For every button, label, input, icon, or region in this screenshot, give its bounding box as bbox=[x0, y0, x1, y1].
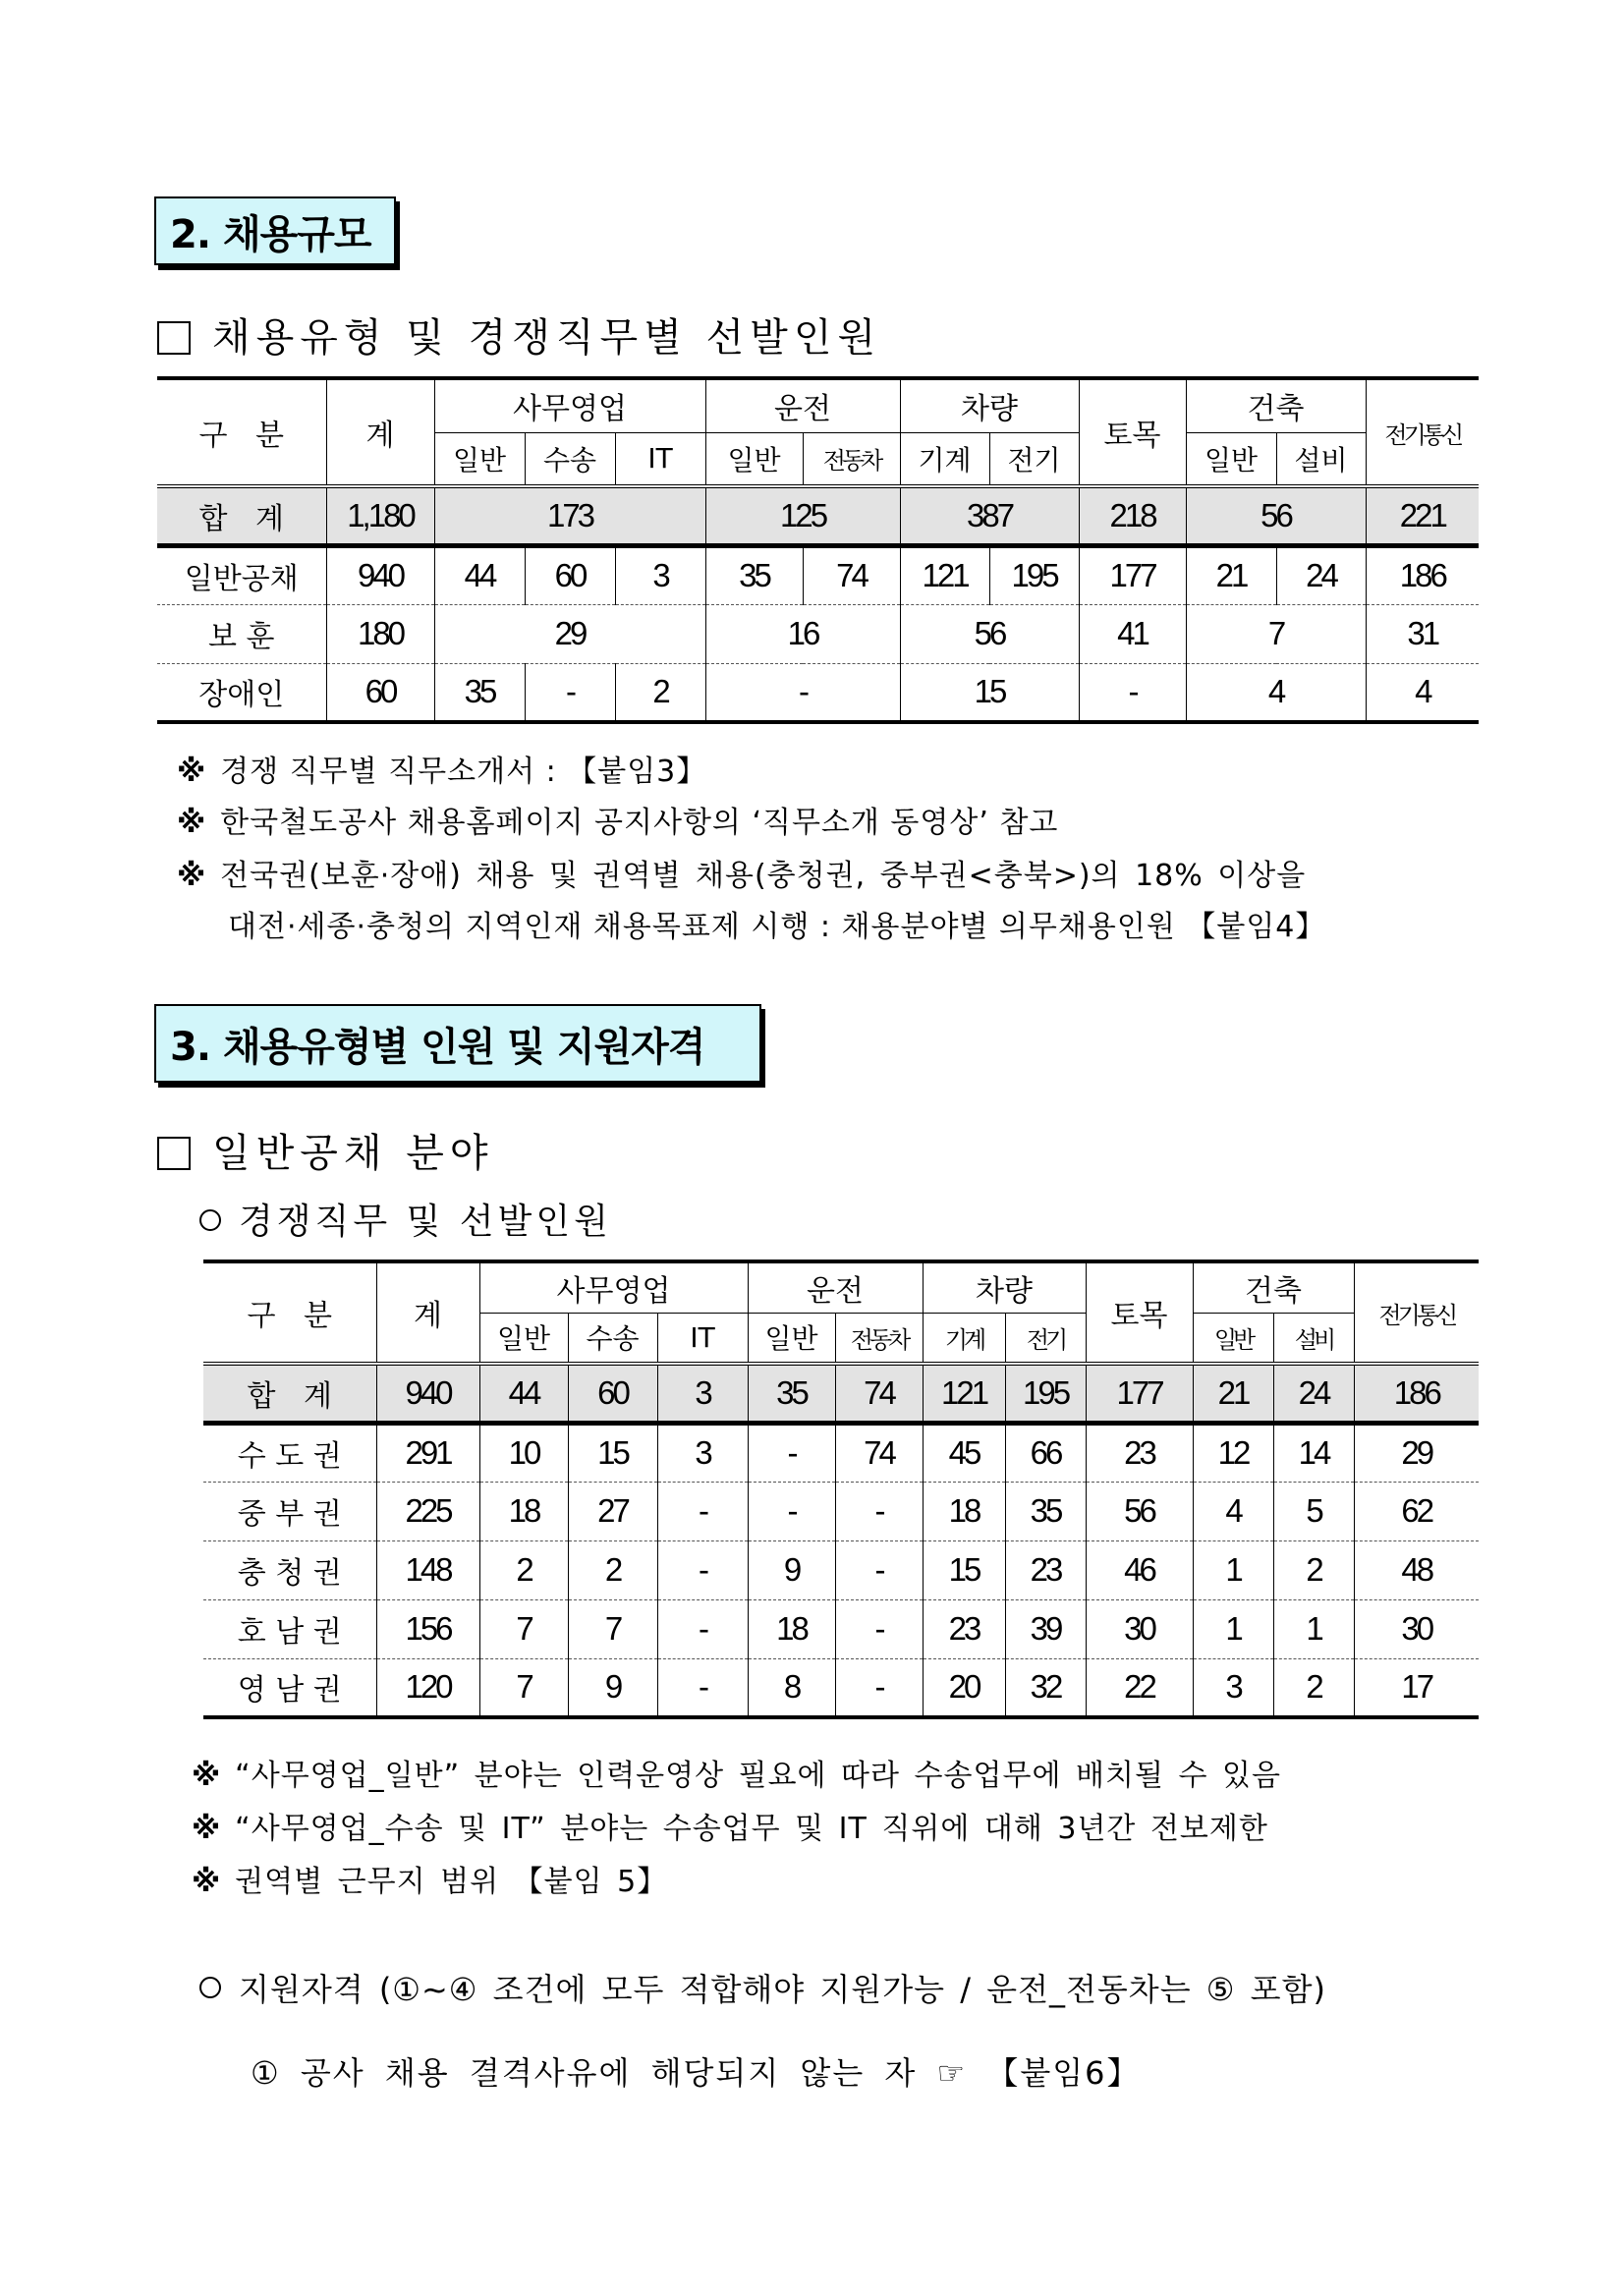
table-row bbox=[157, 545, 1479, 604]
cell: 2 bbox=[615, 663, 705, 722]
cell: 39 bbox=[1005, 1599, 1086, 1658]
table-row bbox=[203, 1540, 1479, 1599]
cell: - bbox=[835, 1599, 923, 1658]
cell: 3 bbox=[657, 1423, 748, 1482]
bullet-qualifications bbox=[199, 1965, 1326, 2010]
cell: 44 bbox=[479, 1364, 568, 1423]
cell: 60 bbox=[326, 663, 434, 722]
cell: 21 bbox=[1186, 545, 1276, 604]
cell: 2 bbox=[568, 1540, 657, 1599]
cell: 23 bbox=[1005, 1540, 1086, 1599]
cell: 186 bbox=[1354, 1364, 1479, 1423]
cell: 30 bbox=[1086, 1599, 1193, 1658]
section-3-title bbox=[154, 1004, 761, 1083]
square-bullet-icon bbox=[157, 1137, 191, 1170]
cell: 7 bbox=[479, 1658, 568, 1717]
cell: 186 bbox=[1366, 545, 1479, 604]
cell: 3 bbox=[657, 1364, 748, 1423]
cell: 148 bbox=[376, 1540, 479, 1599]
cell: 74 bbox=[803, 545, 900, 604]
cell: 56 bbox=[1086, 1482, 1193, 1540]
table-header-row bbox=[157, 378, 1479, 432]
sub-vehicle-mech: 기계 bbox=[923, 1313, 1005, 1364]
sub-driving-emu: 전동차 bbox=[803, 432, 900, 486]
cell: - bbox=[705, 663, 900, 722]
header-architecture: 건축 bbox=[1186, 378, 1366, 432]
table-sum-row bbox=[203, 1364, 1479, 1423]
cell: 195 bbox=[989, 545, 1079, 604]
cell: 62 bbox=[1354, 1482, 1479, 1540]
cell: 48 bbox=[1354, 1540, 1479, 1599]
cell: 225 bbox=[376, 1482, 479, 1540]
section-3-subheading bbox=[157, 1122, 494, 1178]
cell: 2 bbox=[1273, 1658, 1354, 1717]
cell: 195 bbox=[1005, 1364, 1086, 1423]
note-text: 한국철도공사 채용홈페이지 공지사항의 ‘직무소개 동영상’ 참고 bbox=[220, 806, 1059, 840]
table-row bbox=[157, 604, 1479, 663]
cell: 17 bbox=[1354, 1658, 1479, 1717]
header-vehicle: 차량 bbox=[900, 378, 1079, 432]
cell: - bbox=[525, 663, 615, 722]
sub-driving-general: 일반 bbox=[705, 432, 803, 486]
cell: 291 bbox=[376, 1423, 479, 1482]
cell: 21 bbox=[1193, 1364, 1273, 1423]
sub-office-it: IT bbox=[615, 432, 705, 486]
section-2-subheading-text: 채용유형 및 경쟁직무별 선발인원 bbox=[212, 315, 882, 361]
cell: 14 bbox=[1273, 1423, 1354, 1482]
cell: 44 bbox=[434, 545, 525, 604]
cell: 3 bbox=[1193, 1658, 1273, 1717]
note bbox=[177, 851, 1306, 894]
header-total: 계 bbox=[326, 378, 434, 486]
cell: 60 bbox=[525, 545, 615, 604]
note bbox=[192, 1804, 1268, 1847]
cell: 1 bbox=[1193, 1540, 1273, 1599]
section-2-title-text: 2. 채용규모 bbox=[170, 211, 371, 257]
selection-table bbox=[157, 376, 1479, 724]
square-bullet-icon bbox=[157, 321, 191, 355]
row-label: 영 남 권 bbox=[203, 1658, 376, 1717]
bullet-competitive-jobs bbox=[199, 1194, 612, 1244]
note-text: 권역별 근무지 범위 【붙임 5】 bbox=[235, 1865, 668, 1899]
sub-vehicle-elec: 전기 bbox=[989, 432, 1079, 486]
cell: 2 bbox=[1273, 1540, 1354, 1599]
row-label: 충 청 권 bbox=[203, 1540, 376, 1599]
cell: 1 bbox=[1273, 1599, 1354, 1658]
cell: 10 bbox=[479, 1423, 568, 1482]
sub-office-general: 일반 bbox=[479, 1313, 568, 1364]
cell: 4 bbox=[1366, 663, 1479, 722]
cell: 24 bbox=[1273, 1364, 1354, 1423]
cell: - bbox=[657, 1658, 748, 1717]
cell: 3 bbox=[615, 545, 705, 604]
reference-mark-icon: ※ bbox=[177, 859, 207, 893]
cell: 7 bbox=[568, 1599, 657, 1658]
cell: 24 bbox=[1276, 545, 1366, 604]
sub-office-transport: 수송 bbox=[525, 432, 615, 486]
cell: 35 bbox=[434, 663, 525, 722]
note-continuation bbox=[228, 902, 1325, 945]
cell: 15 bbox=[568, 1423, 657, 1482]
section-2-subheading bbox=[157, 307, 881, 363]
sub-arch-general: 일반 bbox=[1193, 1313, 1273, 1364]
row-label: 합 계 bbox=[157, 486, 326, 545]
cell: 177 bbox=[1079, 545, 1186, 604]
cell: - bbox=[657, 1599, 748, 1658]
circle-bullet-icon bbox=[199, 1977, 221, 1998]
sub-office-it: IT bbox=[657, 1313, 748, 1364]
table-row bbox=[203, 1599, 1479, 1658]
row-label: 호 남 권 bbox=[203, 1599, 376, 1658]
cell: 177 bbox=[1086, 1364, 1193, 1423]
cell: 180 bbox=[326, 604, 434, 663]
cell: 121 bbox=[923, 1364, 1005, 1423]
table-row bbox=[203, 1482, 1479, 1540]
cell: 940 bbox=[376, 1364, 479, 1423]
header-driving: 운전 bbox=[705, 378, 900, 432]
row-label: 장애인 bbox=[157, 663, 326, 722]
header-category: 구 분 bbox=[157, 378, 326, 486]
note-text: 대전·세종·충청의 지역인재 채용목표제 시행 : 채용분야별 의무채용인원 【붙임4】 bbox=[228, 910, 1326, 944]
cell: 30 bbox=[1354, 1599, 1479, 1658]
note-text: “사무영업_수송 및 IT” 분야는 수송업무 및 IT 직위에 대해 3년간 전보제한 bbox=[235, 1812, 1268, 1846]
note-text: 경쟁 직무별 직무소개서 : 【붙임3】 bbox=[220, 755, 707, 789]
cell: 125 bbox=[705, 486, 900, 545]
item-text: ① 공사 채용 결격사유에 해당되지 않는 자 ☞ 【붙임6】 bbox=[251, 2054, 1141, 2092]
reference-mark-icon: ※ bbox=[177, 755, 207, 789]
circle-bullet-icon bbox=[199, 1209, 221, 1231]
note-text: “사무영업_일반” 분야는 인력운영상 필요에 따라 수송업무에 배치될 수 있음 bbox=[235, 1759, 1281, 1793]
cell: 121 bbox=[900, 545, 989, 604]
header-total: 계 bbox=[376, 1261, 479, 1364]
cell: 20 bbox=[923, 1658, 1005, 1717]
cell: 5 bbox=[1273, 1482, 1354, 1540]
cell: 387 bbox=[900, 486, 1079, 545]
cell: - bbox=[657, 1540, 748, 1599]
note-text: 전국권(보훈·장애) 채용 및 권역별 채용(충청권, 중부권<충북>)의 18% 이상을 bbox=[220, 859, 1307, 893]
sub-office-transport: 수송 bbox=[568, 1313, 657, 1364]
cell: 35 bbox=[1005, 1482, 1086, 1540]
header-office-sales: 사무영업 bbox=[434, 378, 705, 432]
cell: 18 bbox=[748, 1599, 835, 1658]
sub-vehicle-mech: 기계 bbox=[900, 432, 989, 486]
cell: 60 bbox=[568, 1364, 657, 1423]
row-label: 합 계 bbox=[203, 1364, 376, 1423]
header-category: 구 분 bbox=[203, 1261, 376, 1364]
header-civil: 토목 bbox=[1086, 1261, 1193, 1364]
cell: 1,180 bbox=[326, 486, 434, 545]
cell: - bbox=[748, 1482, 835, 1540]
header-civil: 토목 bbox=[1079, 378, 1186, 486]
cell: 29 bbox=[1354, 1423, 1479, 1482]
reference-mark-icon: ※ bbox=[192, 1865, 222, 1899]
table-header-row bbox=[203, 1261, 1479, 1313]
sub-driving-emu: 전동차 bbox=[835, 1313, 923, 1364]
cell: 23 bbox=[923, 1599, 1005, 1658]
cell: 45 bbox=[923, 1423, 1005, 1482]
cell: 173 bbox=[434, 486, 705, 545]
cell: 940 bbox=[326, 545, 434, 604]
cell: 2 bbox=[479, 1540, 568, 1599]
header-electric-comm: 전기통신 bbox=[1366, 378, 1479, 486]
header-driving: 운전 bbox=[748, 1261, 923, 1313]
row-label: 중 부 권 bbox=[203, 1482, 376, 1540]
cell: 41 bbox=[1079, 604, 1186, 663]
section-2-title bbox=[154, 196, 396, 265]
cell: 15 bbox=[923, 1540, 1005, 1599]
sub-office-general: 일반 bbox=[434, 432, 525, 486]
sub-arch-general: 일반 bbox=[1186, 432, 1276, 486]
sub-vehicle-elec: 전기 bbox=[1005, 1313, 1086, 1364]
note bbox=[177, 798, 1058, 841]
note bbox=[192, 1857, 667, 1900]
cell: 12 bbox=[1193, 1423, 1273, 1482]
header-electric-comm: 전기통신 bbox=[1354, 1261, 1479, 1364]
cell: - bbox=[657, 1482, 748, 1540]
cell: 16 bbox=[705, 604, 900, 663]
cell: 46 bbox=[1086, 1540, 1193, 1599]
section-3-subheading-text: 일반공채 분야 bbox=[212, 1131, 494, 1176]
header-office-sales: 사무영업 bbox=[479, 1261, 748, 1313]
cell: - bbox=[1079, 663, 1186, 722]
table-row bbox=[157, 663, 1479, 722]
sub-arch-facility: 설비 bbox=[1273, 1313, 1354, 1364]
cell: 4 bbox=[1193, 1482, 1273, 1540]
cell: 218 bbox=[1079, 486, 1186, 545]
regional-table bbox=[203, 1260, 1479, 1719]
header-architecture: 건축 bbox=[1193, 1261, 1354, 1313]
row-label: 수 도 권 bbox=[203, 1423, 376, 1482]
cell: 23 bbox=[1086, 1423, 1193, 1482]
cell: 221 bbox=[1366, 486, 1479, 545]
cell: 29 bbox=[434, 604, 705, 663]
cell: 35 bbox=[748, 1364, 835, 1423]
section-3-title-text: 3. 채용유형별 인원 및 지원자격 bbox=[170, 1024, 705, 1070]
sub-driving-general: 일반 bbox=[748, 1313, 835, 1364]
cell: - bbox=[748, 1423, 835, 1482]
note bbox=[192, 1751, 1281, 1794]
reference-mark-icon: ※ bbox=[192, 1812, 222, 1846]
cell: 4 bbox=[1186, 663, 1366, 722]
cell: 35 bbox=[705, 545, 803, 604]
cell: 32 bbox=[1005, 1658, 1086, 1717]
cell: 156 bbox=[376, 1599, 479, 1658]
cell: 56 bbox=[1186, 486, 1366, 545]
table-row bbox=[203, 1658, 1479, 1717]
cell: - bbox=[835, 1658, 923, 1717]
cell: 74 bbox=[835, 1364, 923, 1423]
row-label: 일반공채 bbox=[157, 545, 326, 604]
cell: - bbox=[835, 1482, 923, 1540]
cell: 9 bbox=[568, 1658, 657, 1717]
cell: 27 bbox=[568, 1482, 657, 1540]
table-sum-row bbox=[157, 486, 1479, 545]
qualification-item-1 bbox=[251, 2048, 1141, 2094]
cell: 66 bbox=[1005, 1423, 1086, 1482]
cell: 74 bbox=[835, 1423, 923, 1482]
reference-mark-icon: ※ bbox=[192, 1759, 222, 1793]
cell: 18 bbox=[479, 1482, 568, 1540]
bullet-text: 지원자격 (①~④ 조건에 모두 적합해야 지원가능 / 운전_전동차는 ⑤ 포함) bbox=[239, 1971, 1326, 2008]
cell: 31 bbox=[1366, 604, 1479, 663]
cell: 7 bbox=[1186, 604, 1366, 663]
cell: - bbox=[835, 1540, 923, 1599]
bullet-text: 경쟁직무 및 선발인원 bbox=[239, 1202, 612, 1242]
sub-arch-facility: 설비 bbox=[1276, 432, 1366, 486]
cell: 8 bbox=[748, 1658, 835, 1717]
cell: 56 bbox=[900, 604, 1079, 663]
header-vehicle: 차량 bbox=[923, 1261, 1086, 1313]
cell: 9 bbox=[748, 1540, 835, 1599]
reference-mark-icon: ※ bbox=[177, 806, 207, 840]
cell: 22 bbox=[1086, 1658, 1193, 1717]
note bbox=[177, 747, 706, 790]
cell: 7 bbox=[479, 1599, 568, 1658]
cell: 120 bbox=[376, 1658, 479, 1717]
cell: 18 bbox=[923, 1482, 1005, 1540]
cell: 1 bbox=[1193, 1599, 1273, 1658]
table-row bbox=[203, 1423, 1479, 1482]
row-label: 보 훈 bbox=[157, 604, 326, 663]
cell: 15 bbox=[900, 663, 1079, 722]
